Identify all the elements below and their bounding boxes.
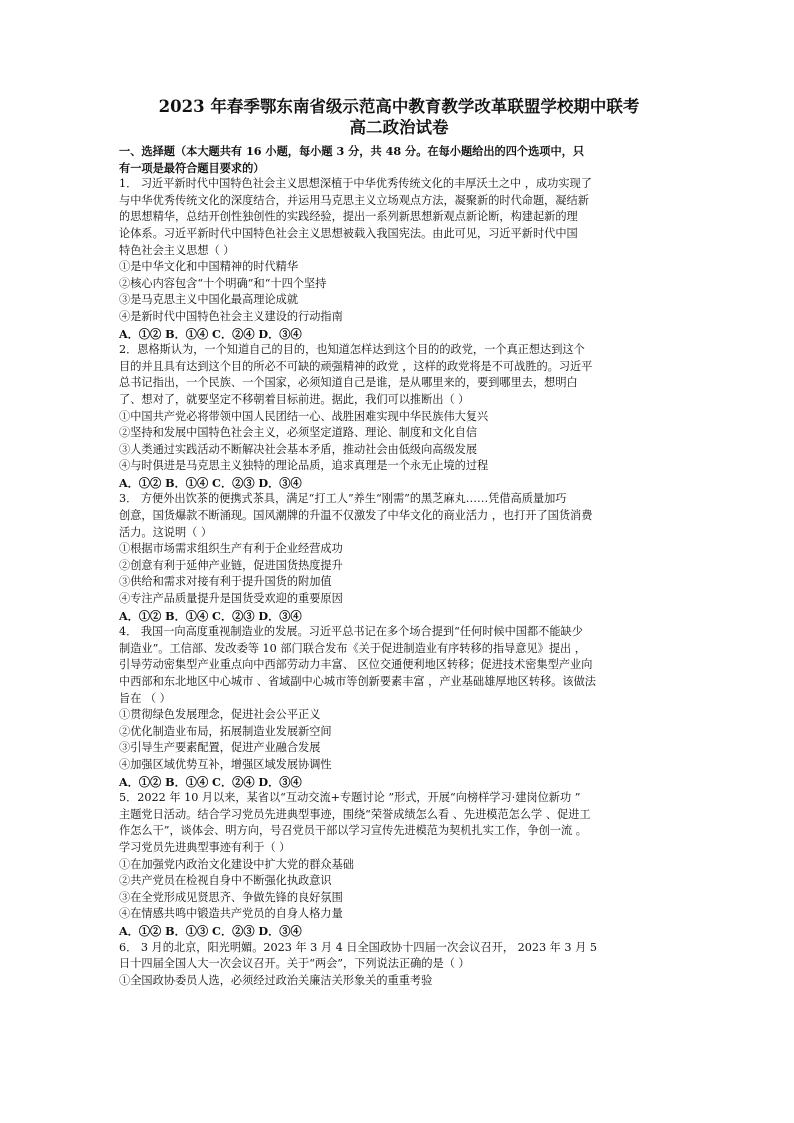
question-text-line: 活力。这说明（ ） [119,525,213,539]
question-text-line: 6． 3 月的北京，阳光明媚。2023 年 3 月 4 日全国政协十四届一次会议召开， 2023 年 3 月 5 [119,940,597,954]
question-text-line: 引导劳动密集型产业重点向中西部劳动力丰富、 区位交通便利地区转移；促进技术密集型产业向 [119,658,593,672]
question-option: ①贯彻绿色发展理念，促进社会公平正义 [119,708,321,722]
question-3 [119,491,679,624]
question-option: ②坚持和发展中国特色社会主义，必须坚定道路、理论、制度和文化自信 [119,426,478,440]
section-heading-line: 有一项是最符合题目要求的） [119,160,265,175]
question-option: ①根据市场需求组织生产有利于企业经营成功 [119,542,343,556]
question-1 [119,176,679,342]
question-text-line: 作怎么干”，谈体会、明方向，号召党员干部以学习宣传先进模范为契机扎实工作，争创一流 。 [119,824,587,838]
question-text-line: 制造业”。工信部、发改委等 10 部门联合发布《关于促进制造业有序转移的指导意见》提出 ， [119,641,586,655]
question-4 [119,624,679,790]
question-text-line: 旨在 （ ） [119,691,171,705]
question-text-line: 创意，国货爆款不断涌现。国风潮牌的升温不仅激发了中华文化的商业活力 ，也打开了国货消费 [119,509,593,523]
question-option: ①是中华文化和中国精神的时代精华 [119,260,299,274]
question-text-line: 日十四届全国人大一次会议召开。关于“两会”，下列说法正确的是（ ） [119,957,470,971]
question-option: ③人类通过实践活动不断解决社会基本矛盾，推动社会由低级向高级发展 [119,442,478,456]
question-text-line: 了、想对了，就要坚定不移朝着目标前进。据此，我们可以推断出（ ） [119,392,470,406]
question-6 [119,940,679,990]
question-option: ②核心内容包含“十个明确”和“十四个坚持 [119,276,327,290]
question-text-line: 2．恩格斯认为，一个知道自己的目的，也知道怎样达到这个目的的政党，一个真正想达到这个 [119,343,585,357]
question-option: ①全国政协委员人选，必须经过政治关廉洁关形象关的重重考验 [119,973,433,987]
question-text-line: 3． 方便外出饮茶的便携式茶具，满足“打工人”养生“刚需”的黑芝麻丸……凭借高质量加巧 [119,492,567,506]
question-text-line: 5．2022 年 10 月以来，某省以“互动交流+专题讨论 ”形式，开展“向榜样学习·建岗位新功 ” [119,791,581,805]
question-text-line: 特色社会主义思想（ ） [119,243,235,257]
question-option: ④加强区域优势互补，增强区域发展协调性 [119,757,332,771]
question-text-line: 目的并且具有达到这个目的所必不可缺的顽强精神的政党 ，这样的政党将是不可战胜的。习近平 [119,359,593,373]
question-text-line: 主题党日活动。结合学习党员先进典型事迹，围绕“荣誉成绩怎么看 、先进模范怎么学 、促进工 [119,807,591,821]
answer-choices: A．①② B．①④ C．②④ D．③④ [119,326,302,341]
answer-choices: A．①② B．①④ C．②③ D．③④ [119,475,302,490]
question-option: ④与时俱进是马克思主义独特的理论品质，追求真理是一个永无止境的过程 [119,459,489,473]
exam-subtitle: 高二政治试卷 [349,118,449,137]
question-option: ③在全党形成见贤思齐、争做先锋的良好氛围 [119,890,343,904]
question-option: ④是新时代中国特色社会主义建设的行动指南 [119,309,343,323]
question-option: ②创意有利于延伸产业链，促进国货热度提升 [119,558,343,572]
question-option: ③引导生产要素配置，促进产业融合发展 [119,741,321,755]
question-text-line: 论体系。习近平新时代中国特色社会主义思想被载入我国宪法。由此可见，习近平新时代中国 [119,226,578,240]
question-2 [119,342,679,491]
question-option: ②优化制造业布局，拓展制造业发展新空间 [119,724,332,738]
question-text-line: 的思想精华，总结开创性独创性的实践经验，提出一系列新思想新观点新论断，构建起新的理 [119,210,578,224]
question-option: ④专注产品质量提升是国货受欢迎的重要原因 [119,592,343,606]
question-option: ①在加强党内政治文化建设中扩大党的群众基础 [119,857,354,871]
question-5 [119,790,679,939]
question-text-line: 4． 我国一向高度重视制造业的发展。习近平总书记在多个场合提到“任何时候中国都不能缺少 [119,625,583,639]
section-heading [119,143,679,176]
question-text-line: 1． 习近平新时代中国特色社会主义思想深植于中华优秀传统文化的丰厚沃土之中 ，成功实现了 [119,177,592,191]
answer-choices: A．①② B．①④ C．②④ D．③④ [119,774,302,789]
question-option: ①中国共产党必将带领中国人民团结一心、战胜困难实现中华民族伟大复兴 [119,409,489,423]
question-text-line: 学习党员先进典型事迹有利于（ ） [119,840,291,854]
question-text-line: 与中华优秀传统文化的深度结合，并运用马克思主义立场观点方法，凝聚新的时代命题，凝结新 [119,193,589,207]
question-option: ③供给和需求对接有利于提升国货的附加值 [119,575,332,589]
exam-title: 2023 年春季鄂东南省级示范高中教育教学改革联盟学校期中联考 [158,97,640,116]
exam-page [119,96,679,989]
section-heading-line: 一、选择题（本大题共有 16 小题，每小题 3 分，共 48 分。在每小题给出的四个选项中，只 [119,144,585,158]
question-option: ④在情感共鸣中锻造共产党员的自身人格力量 [119,907,343,921]
question-option: ②共产党员在检视自身中不断强化执政意识 [119,874,332,888]
question-option: ③是马克思主义中国化最高理论成就 [119,293,299,307]
answer-choices: A．①② B．①③ C．②③ D．③④ [119,923,302,938]
answer-choices: A．①② B．①④ C．②③ D．③④ [119,608,302,623]
question-text-line: 中西部和东北地区中心城市 、省域副中心城市等创新要素丰富 ，产业基础雄厚地区转移。该做法 [119,675,596,688]
question-text-line: 总书记指出，一个民族、一个国家，必须知道自己是谁，是从哪里来的，要到哪里去，想明白 [119,376,578,390]
